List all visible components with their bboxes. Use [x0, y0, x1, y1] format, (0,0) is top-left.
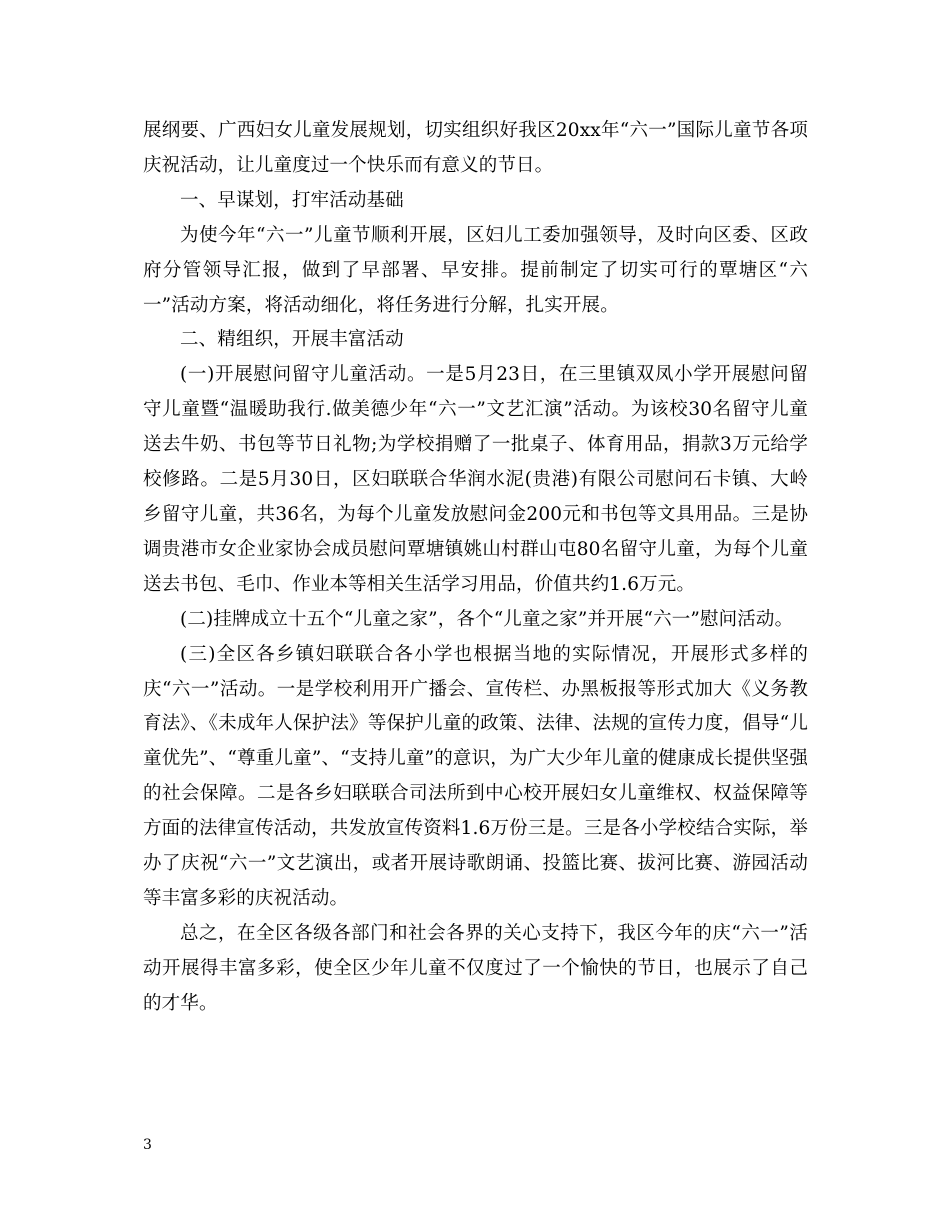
document-body [143, 114, 808, 1022]
paragraph-conclusion: 总之，在全区各级各部门和社会各界的关心支持下，我区今年的庆“六一”活动开展得丰富多彩，使全区少年儿童不仅度过了一个愉快的节日，也展示了自己的才华。 [143, 922, 808, 1014]
page-number: 3 [143, 1137, 152, 1153]
paragraph-item-1: (一)开展慰问留守儿童活动。一是5月23日，在三里镇双凤小学开展慰问留守儿童暨“温暖助我行.做美德少年“六一”文艺汇演”活动。为该校30名留守儿童送去牛奶、书包等节日礼物;为学校捐赠了一批桌子、体育用品，捐款3万元给学校修路。二是5月30日，区妇联联合华润水泥(贵港)有限公司慰问石卡镇、大岭乡留守儿童，共36名，为每个儿童发放慰问金200元和书包等文具用品。三是协调贵港市女企业家协会成员慰问覃塘镇姚山村群山屯80名留守儿童，为每个儿童送去书包、毛巾、作业本等相关生活学习用品，价值共约1.6万元。 [143, 364, 808, 595]
paragraph-item-3: (三)全区各乡镇妇联联合各小学也根据当地的实际情况，开展形式多样的庆“六一”活动。一是学校利用开广播会、宣传栏、办黑板报等形式加大《义务教育法》、《未成年人保护法》等保护儿童的政策、法律、法规的宣传力度，倡导“儿童优先”、“尊重儿童”、“支持儿童”的意识，为广大少年儿童的健康成长提供坚强的社会保障。二是各乡妇联联合司法所到中心校开展妇女儿童维权、权益保障等方面的法律宣传活动，共发放宣传资料1.6万份三是。三是各小学校结合实际，举办了庆祝“六一”文艺演出，或者开展诗歌朗诵、投篮比赛、拔河比赛、游园活动等丰富多彩的庆祝活动。 [143, 643, 808, 909]
section-heading-2: 二、精组织，开展丰富活动 [180, 329, 404, 351]
paragraph-continuation: 展纲要、广西妇女儿童发展规划，切实组织好我区20xx年“六一”国际儿童节各项庆祝活动，让儿童度过一个快乐而有意义的节日。 [143, 120, 808, 176]
paragraph-item-2: (二)挂牌成立十五个“儿童之家”，各个“儿童之家”并开展“六一”慰问活动。 [180, 608, 794, 630]
paragraph-planning: 为使今年“六一”儿童节顺利开展，区妇儿工委加强领导，及时向区委、区政府分管领导汇报，做到了早部署、早安排。提前制定了切实可行的覃塘区“六一”活动方案，将活动细化，将任务进行分解，扎实开展。 [143, 224, 808, 316]
section-heading-1: 一、早谋划，打牢活动基础 [180, 189, 404, 211]
